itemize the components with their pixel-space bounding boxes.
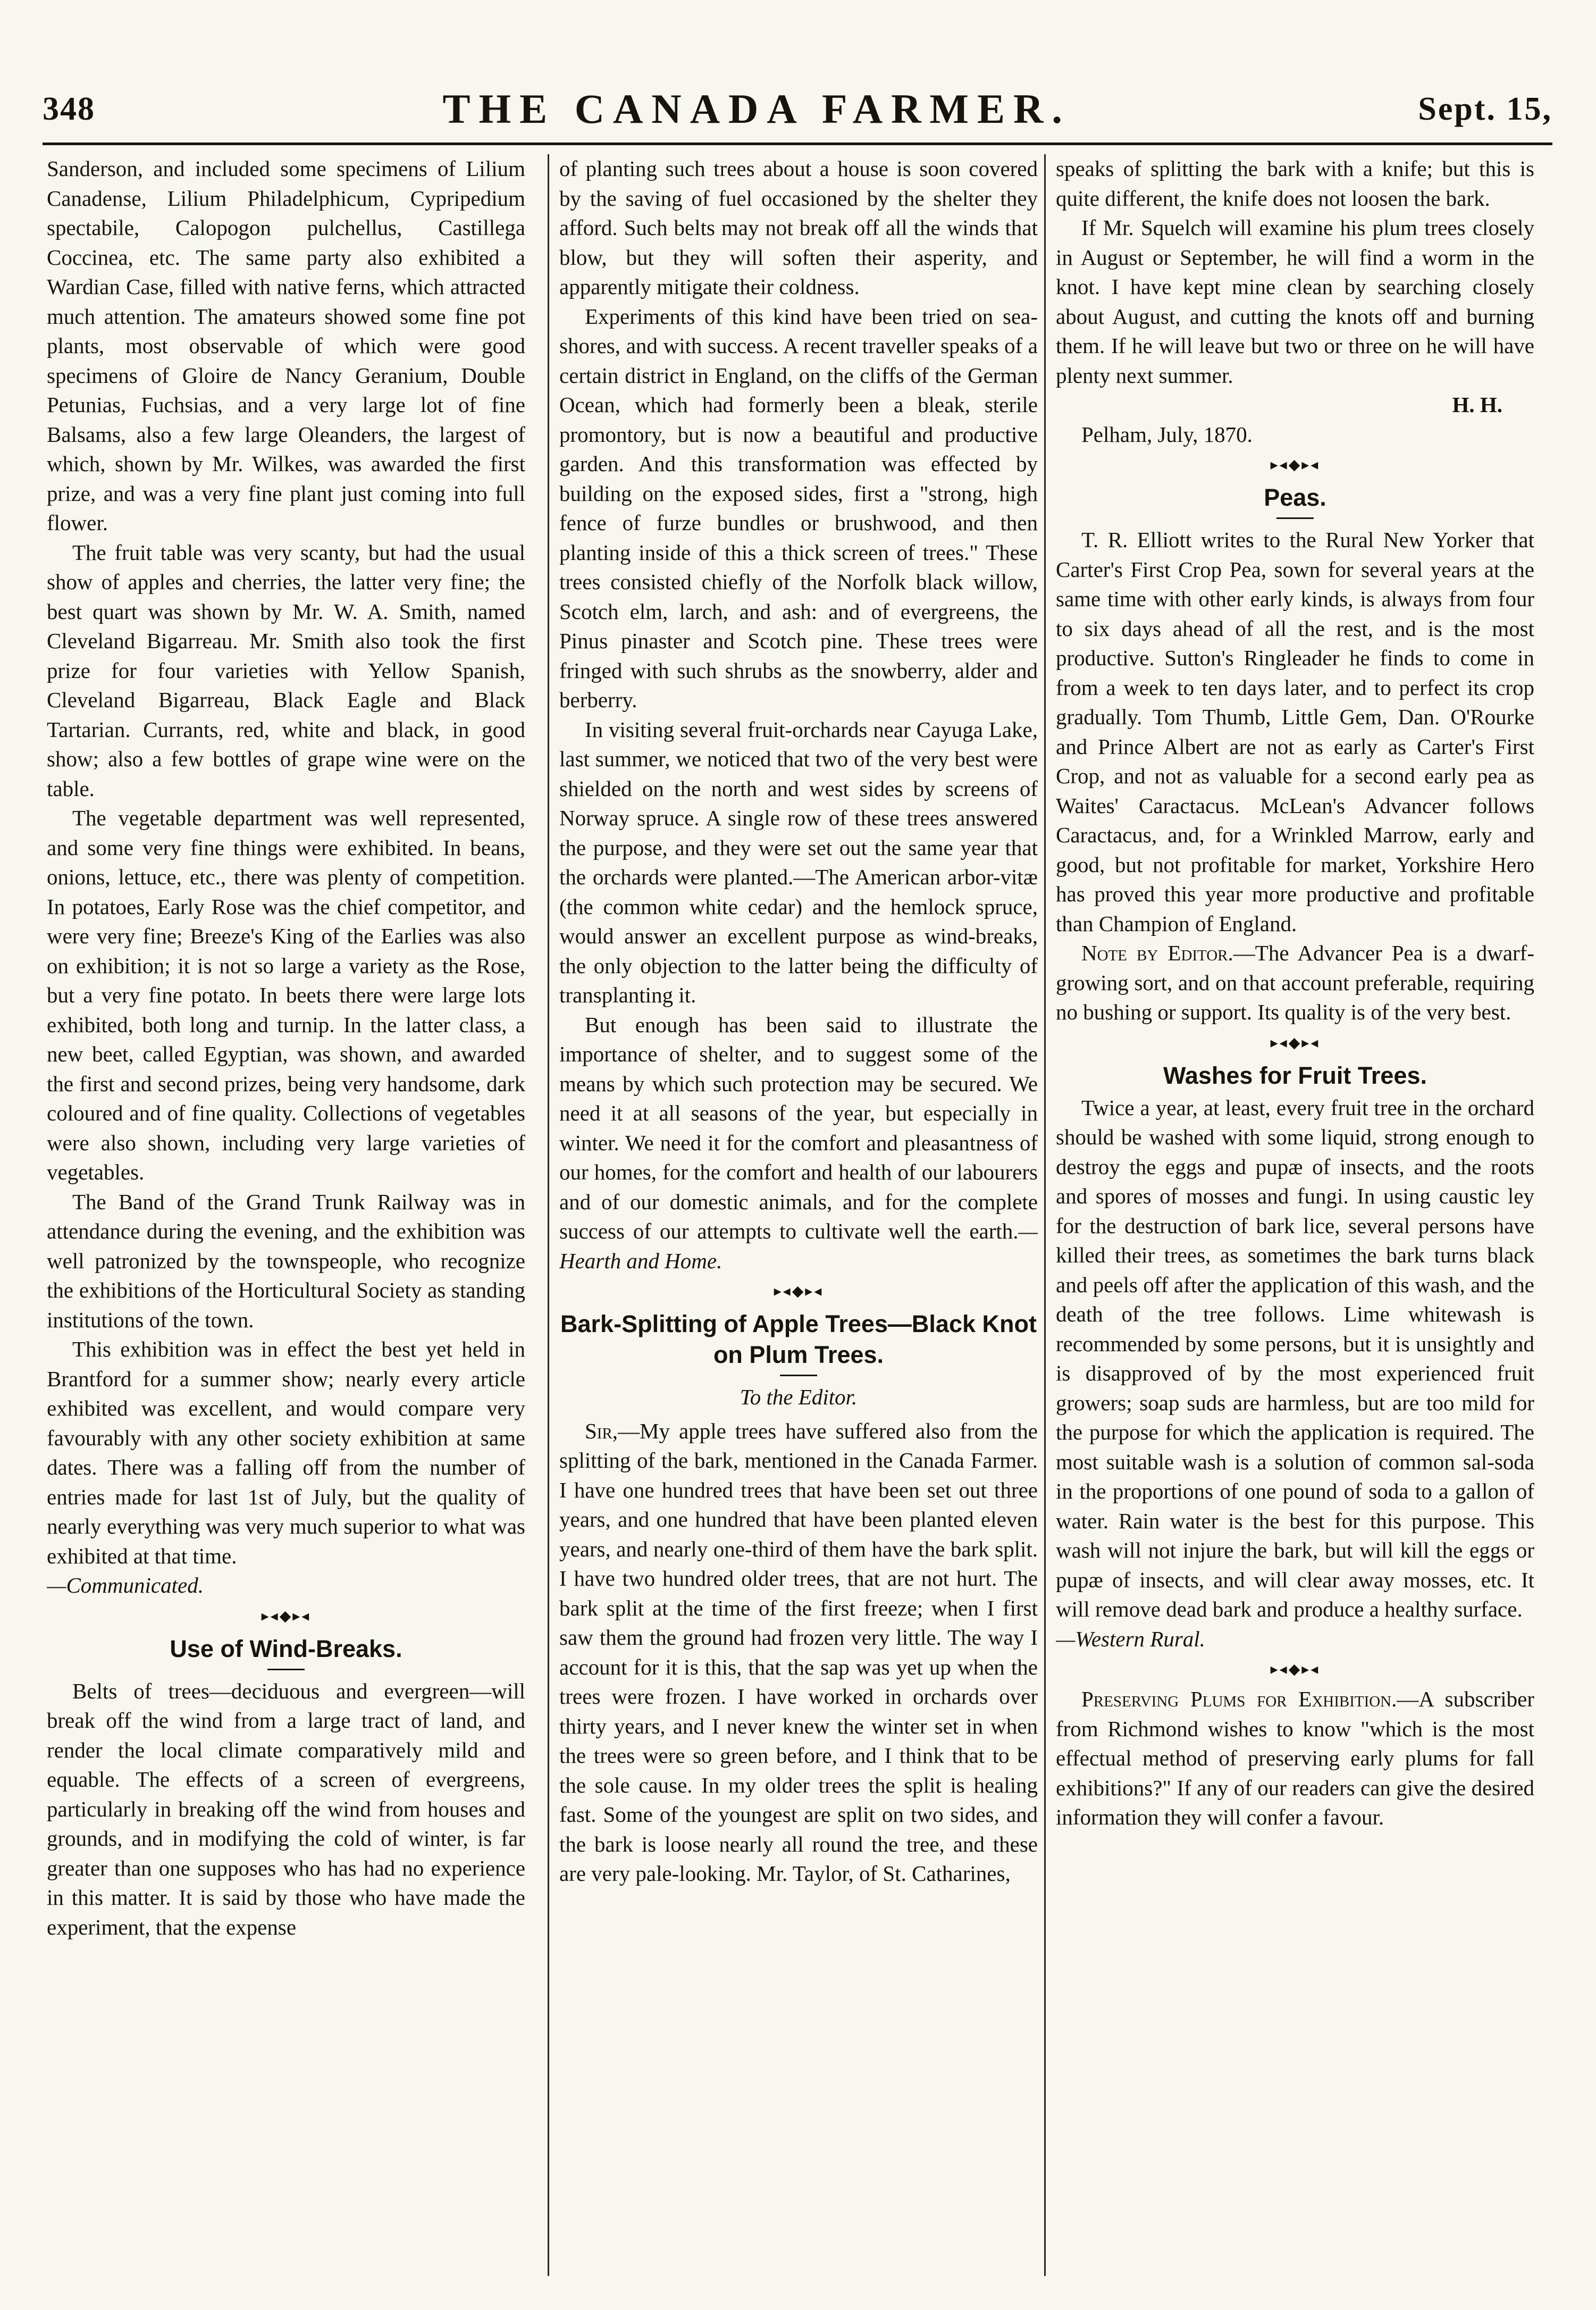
page-number: 348	[43, 90, 95, 127]
paragraph: In visiting several fruit-orchards near Cayuga Lake, last summer, we noticed that two of the very best were shielded on the north and west sides by screens of Norway spruce. A single row of these trees answered the purpose, and they were set out the same year that the orchards were planted.—The American arbor-vitæ (the common white cedar) and the hemlock spruce, would answer an excellent purpose as wind-breaks, the only objection to the latter being the difficulty of transplanting it.	[559, 717, 1038, 1007]
attribution: —Communicated.	[47, 1573, 204, 1597]
header-rule	[43, 143, 1552, 145]
paragraph	[559, 1010, 1038, 1276]
article-heading: Washes for Fruit Trees.	[1163, 1061, 1427, 1089]
paragraph: Sanderson, and included some specimens of Lilium Canadense, Lilium Philadelphicum, Cypripedium spectabile, Calopogon pulchellus, Castillega Coccinea, etc. The same party also exhibited a Wardian Case, filled with native ferns, which attracted much attention. The amateurs showed some fine pot plants, most observable of which were good specimens of Gloire de Nancy Geranium, Double Petunias, Fuchsias, and a very large lot of fine Balsams, also a few large Oleanders, the largest of which, shown by Mr. Wilkes, was awarded the first prize, and was a very fine plant just coming into full flower.	[47, 156, 525, 535]
ornament-divider: ▸◂◆▸◂	[1270, 457, 1320, 473]
attribution: —Hearth and Home.	[559, 1219, 1038, 1273]
paragraph: Experiments of this kind have been tried on sea-shores, and with success. A recent traveller speaks of a certain district in England, on the cliffs of the German Ocean, which had formerly been a bleak, sterile promontory, but is now a beautiful and productive garden. And this transformation was effected by building on the exposed sides, first a "strong, high fence of furze bundles or brushwood, and then planting inside of this a thick screen of trees." These trees consisted chiefly of the Norfolk black willow, Scotch elm, larch, and ash: and of evergreens, the Pinus pinaster and Scotch pine. These trees were fringed with such shrubs as the snowberry, alder and berberry.	[559, 304, 1038, 712]
newspaper-title: THE CANADA FARMER.	[442, 86, 1071, 132]
paragraph-text: —The Advancer Pea is a dwarf-growing sort, and on that account preferable, requiring no bushing or support. Its quality is of the very best.	[1056, 941, 1534, 1024]
attribution: —Western Rural.	[1056, 1626, 1205, 1651]
paragraph: This exhibition was in effect the best yet held in Brantford for a summer show; nearly every article exhibited was excellent, and would compare very favourably with any other society exhibition at same dates. There was a falling off from the number of entries made for last 1st of July, but the quality of nearly everything was very much superior to what was exhibited at that time.	[47, 1337, 525, 1568]
column-divider	[548, 154, 549, 2276]
paragraph-text: —My apple trees have suffered also from the splitting of the bark, mentioned in the Canada Farmer. I have one hundred trees that have been set out three years, and one hundred that have been planted eleven years, and nearly one-third of them have the bark split. I have two hundred older trees, that are not hurt. The bark split at the time of the first freeze; when I first saw them the ground had frozen very little. The way I account for it is this, that the sap was yet up when the trees were frozen. I have worked in orchards over thirty years, and I never knew the winter set in when the trees were so green before, and I think that to be the sole cause. In my older trees the split is healing fast. Some of the youngest are split on two sides, and the bark is loose nearly all round the tree, and these are very pale-looking. Mr. Taylor, of St. Catharines,	[559, 1418, 1038, 1886]
dateline: Pelham, July, 1870.	[1081, 422, 1253, 447]
letter-salutation: To the Editor.	[740, 1385, 858, 1409]
letter-opening: Sir,	[585, 1418, 618, 1443]
article-heading: Peas.	[1264, 484, 1326, 511]
paragraph: T. R. Elliott writes to the Rural New Yorker that Carter's First Crop Pea, sown for several years at the same time with other early kinds, is always from four to six days ahead of all the rest, and is the most productive. Sutton's Ringleader he finds to come in from a week to ten days later, and to perfect its crop gradually. Tom Thumb, Little Gem, Dan. O'Rourke and Prince Albert are not as early as Carter's First Crop, and not as valuable for a second early pea as Waites' Caractacus. McLean's Advancer follows Caractacus, and, for a Wrinkled Marrow, early and good, but not profitable for market, Yorkshire Hero has proved this year more productive and profitable than Champion of England.	[1056, 528, 1534, 936]
paragraph-text: But enough has been said to illustrate the importance of shelter, and to suggest some of the means by which such protection may be secured. We need it at all seasons of the year, but especially in winter. We need it for the comfort and pleasantness of our homes, for the comfort and health of our labourers and of our domestic animals, and for the complete success of our attempts to cultivate well the earth.	[559, 1012, 1038, 1243]
ornament-divider: ▸◂◆▸◂	[1270, 1661, 1320, 1678]
heading-rule	[1276, 517, 1314, 519]
paragraph: The Band of the Grand Trunk Railway was in attendance during the evening, and the exhibition was well patronized by the townspeople, who recognize the exhibitions of the Horticultural Society as standing institutions of the town.	[47, 1189, 525, 1332]
paragraph	[1056, 1685, 1534, 1832]
article-heading: Bark-Splitting of Apple Trees—Black Knot on Plum Trees.	[560, 1310, 1037, 1368]
paragraph-text: —A subscriber from Richmond wishes to know "which is the most effectual method of preserving early plums for fall exhibitions?" If any of our readers can give the desired information they will confer a favour.	[1056, 1687, 1534, 1829]
ornament-divider: ▸◂◆▸◂	[774, 1283, 824, 1300]
column-1	[47, 154, 525, 2292]
paragraph: If Mr. Squelch will examine his plum trees closely in August or September, he will find a worm in the knot. I have kept mine clean by searching closely about August, and cutting the knots off and burning them. If he will leave but two or three on he will have plenty next summer.	[1056, 215, 1534, 388]
paragraph: The vegetable department was well represented, and some very fine things were exhibited. In beans, onions, lettuce, etc., there was plenty of competition. In potatoes, Early Rose was the chief competitor, and were very fine; Breeze's King of the Earlies was also on exhibition; it is not so large a variety as the Rose, but a very fine potato. In beets there were large lots exhibited, both long and turnip. In the latter class, a new beet, called Egyptian, was shown, and awarded the first and second prizes, being very handsome, dark coloured and of fine quality. Collections of vegetables were also shown, including very large varieties of vegetables.	[47, 806, 525, 1184]
paragraph: speaks of splitting the bark with a knife; but this is quite different, the knife does not loosen the bark.	[1056, 156, 1534, 211]
issue-date: Sept. 15,	[1418, 90, 1552, 127]
masthead	[43, 80, 1552, 138]
item-lead: Preserving Plums for Exhibition.	[1081, 1687, 1397, 1711]
column-3	[1056, 154, 1534, 2292]
column-divider	[1044, 154, 1046, 2276]
heading-rule	[267, 1669, 305, 1670]
letter-signature: H. H.	[1452, 392, 1502, 417]
paragraph: Belts of trees—deciduous and evergreen—will break off the wind from a large tract of land, and render the local climate comparatively mild and equable. The effects of a screen of evergreens, particularly in breaking off the wind from houses and grounds, and in modifying the cold of winter, is far greater than one supposes who has had no experience in this matter. It is said by those who have made the experiment, that the expense	[47, 1678, 525, 1939]
paragraph	[1056, 939, 1534, 1027]
note-lead: Note by Editor.	[1081, 941, 1233, 965]
ornament-divider: ▸◂◆▸◂	[261, 1608, 311, 1625]
heading-rule	[780, 1375, 817, 1376]
paragraph: Twice a year, at least, every fruit tree in the orchard should be washed with some liquid, strong enough to destroy the eggs and pupæ of insects, and the roots and spores of mosses and fungi. In using caustic ley for the destruction of bark lice, several persons have killed their trees, as sometimes the bark turns black and peels off after the application of this wash, and the death of the tree follows. Lime whitewash is recommended by some persons, but it is unsightly and is disapproved of by the most experienced fruit growers; soap suds are harmless, but are too mild for the purpose for which the application is required. The most suitable wash is a solution of common sal-soda in the proportions of one pound of soda to a gallon of water. Rain water is the best for this purpose. This wash will not injure the bark, but will kill the eggs or pupæ of insects, and will clear away mosses, etc. It will remove dead bark and produce a healthy surface.	[1056, 1095, 1534, 1621]
paragraph	[559, 1417, 1038, 1889]
ornament-divider: ▸◂◆▸◂	[1270, 1034, 1320, 1051]
paragraph: of planting such trees about a house is soon covered by the saving of fuel occasioned by the shelter they afford. Such belts may not break off all the winds that blow, but they will soften their asperity, and apparently mitigate their coldness.	[559, 156, 1038, 299]
paragraph: The fruit table was very scanty, but had the usual show of apples and cherries, the latter very fine; the best quart was shown by Mr. W. A. Smith, named Cleveland Bigarreau. Mr. Smith also took the first prize for four varieties with Yellow Spanish, Cleveland Bigarreau, Black Eagle and Black Tartarian. Currants, red, white and black, in good show; also a few bottles of grape wine were on the table.	[47, 540, 525, 801]
column-2	[559, 154, 1038, 2292]
article-heading: Use of Wind-Breaks.	[170, 1635, 402, 1662]
